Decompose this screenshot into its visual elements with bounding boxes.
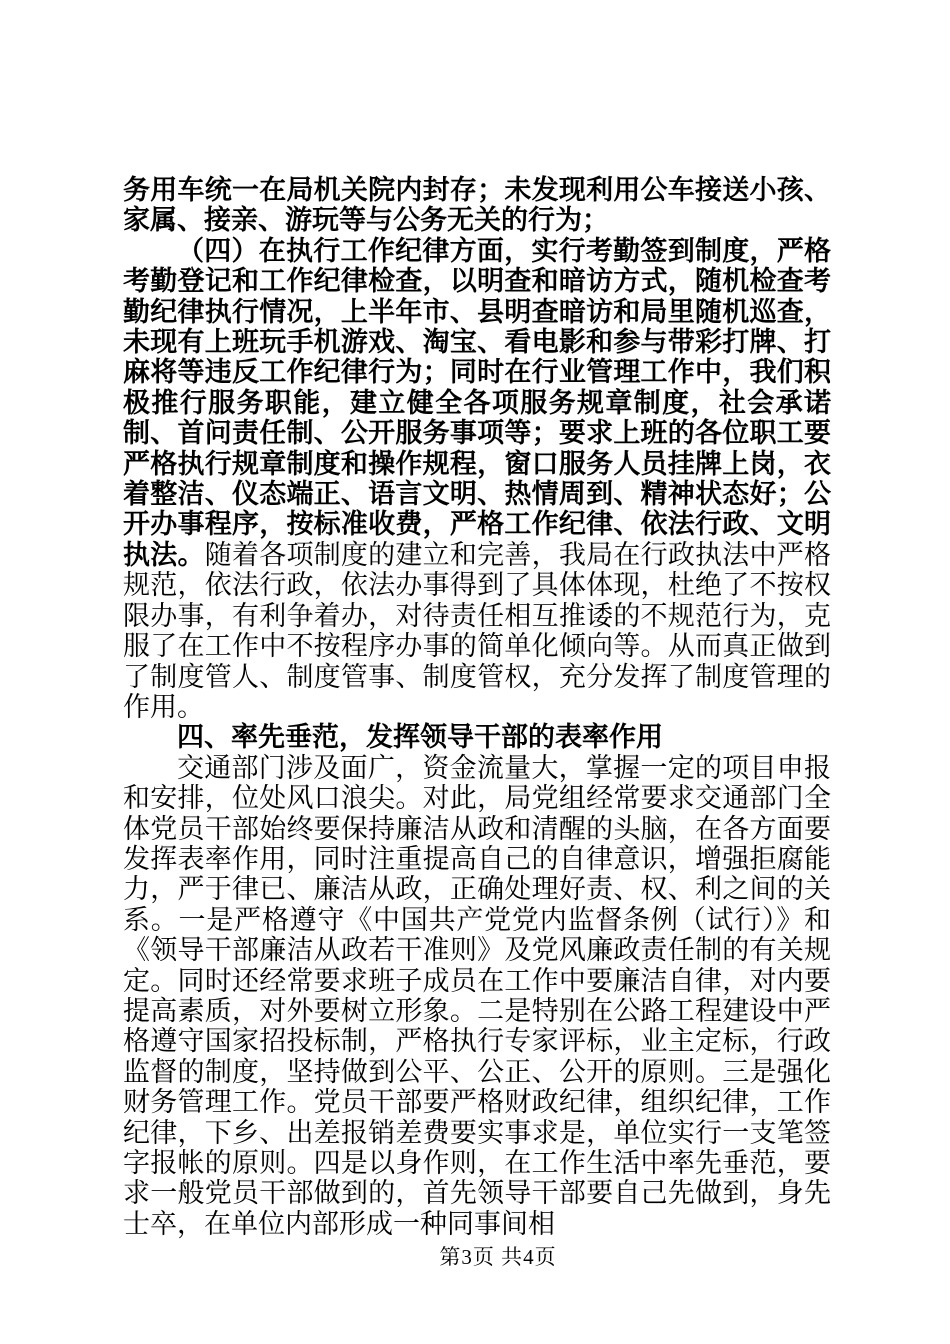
paragraph [123,753,831,1240]
page-footer [0,1241,950,1271]
paragraph [123,236,831,723]
text-segment-light: 交通部门涉及面广，资金流量大，掌握一定的项目申报和安排，位处风口浪尖。对此，局党组经常要求交通部门全体党员干部始终要保持廉洁从政和清醒的头脑，在各方面要发挥表率作用，同时注重提高自己的自律意识，增强拒腐能力，严于律已、廉洁从政，正确处理好责、权、利之间的关系。一是严格遵守《中国共产党党内监督条例（试行）》和《领导干部廉洁从政若干准则》及党风廉政责任制的有关规定。同时还经常要求班子成员在工作中要廉洁自律，对内要提高素质，对外要树立形象。二是特别在公路工程建设中严格遵守国家招投标制，严格执行专家评标，业主定标，行政监督的制度，坚持做到公平、公正、公开的原则。三是强化财务管理工作。党员干部要严格财政纪律，组织纪律，工作纪律，下乡、出差报销差费要实事求是，单位实行一支笔签字报帐的原则。四是以身作则，在工作生活中率先垂范，要求一般党员干部做到的，首先领导干部要自己先做到，身先士卒，在单位内部形成一种同事间相 [123,752,831,1239]
text-segment-bold: （四）在执行工作纪律方面，实行考勤签到制度，严格考勤登记和工作纪律检查，以明查和暗访方式，随机检查考勤纪律执行情况，上半年市、县明查暗访和局里随机巡查，未现有上班玩手机游戏、淘宝、看电影和参与带彩打牌、打麻将等违反工作纪律行为；同时在行业管理工作中，我们积极推行服务职能，建立健全各项服务规章制度，社会承诺制、首问责任制、公开服务事项等；要求上班的各位职工要严格执行规章制度和操作规程，窗口服务人员挂牌上岗，衣着整洁、仪态端正、语言文明、热情周到、精神状态好；公开办事程序，按标准收费，严格工作纪律、依法行政、文明执法。 [123,235,831,570]
page-number-label: 第3页 共4页 [439,1245,557,1269]
text-segment-light: 随着各项制度的建立和完善，我局在行政执法中严格规范，依法行政，依法办事得到了具体体现，杜绝了不按权限办事，有利争着办，对待责任相互推诿的不规范行为，克服了在工作中不按程序办事的简单化倾向等。从而真正做到了制度管人、制度管事、制度管权，充分发挥了制度管理的作用。 [123,539,832,722]
paragraph [123,175,831,236]
text-segment-bold: 四、率先垂范，发挥领导干部的表率作用 [177,722,663,753]
section-heading [123,722,831,752]
text-segment-bold: 务用车统一在局机关院内封存；未发现利用公车接送小孩、家属、接亲、游玩等与公务无关的行为； [123,175,831,236]
document-body [123,175,831,1239]
